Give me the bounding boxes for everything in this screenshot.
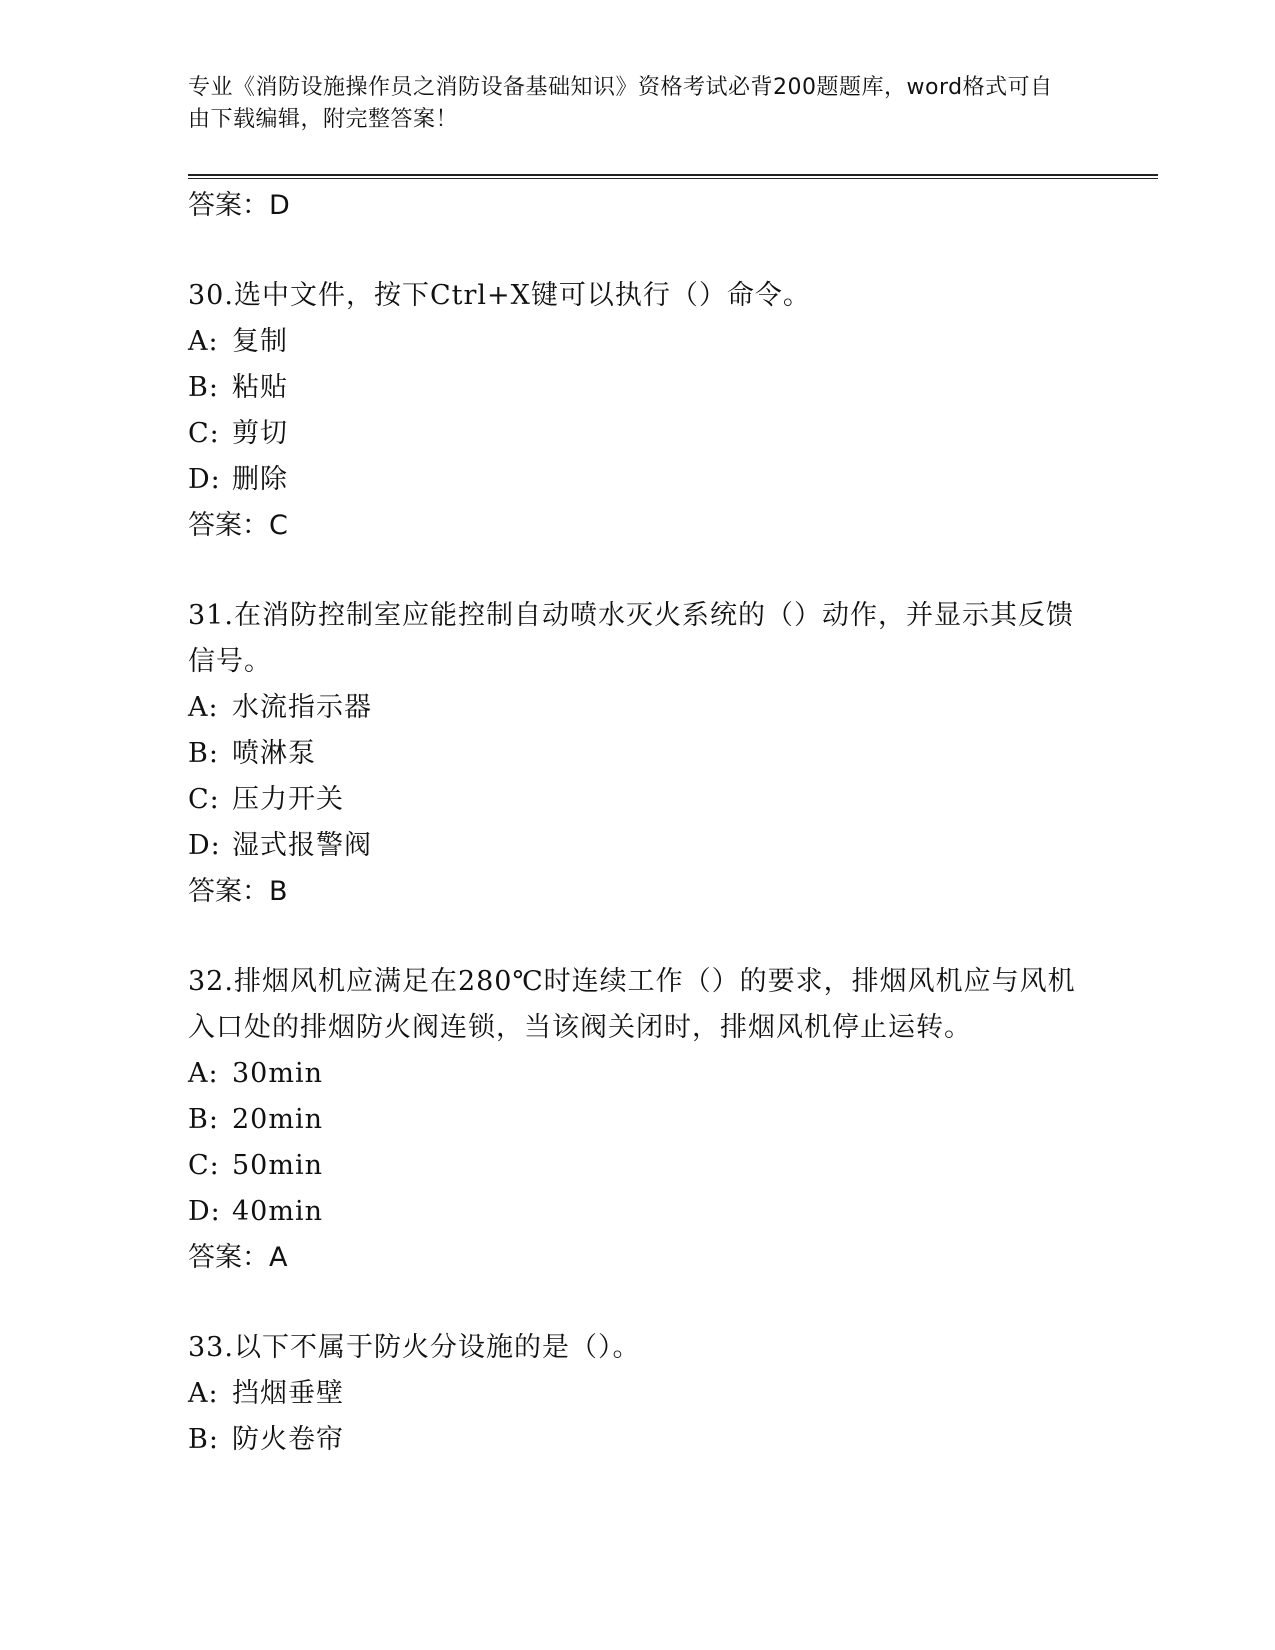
option-a: [188, 1051, 1168, 1097]
option-text: 防火卷帘: [232, 1424, 344, 1455]
option-letter: B:: [188, 1104, 219, 1135]
option-letter: C:: [188, 1150, 220, 1181]
option-text: 30min: [232, 1058, 323, 1089]
option-a: [188, 685, 1168, 731]
option-d: [188, 457, 1168, 503]
option-letter: B:: [188, 738, 219, 769]
option-b: [188, 1097, 1168, 1143]
option-text: 剪切: [232, 418, 288, 449]
question-31: [188, 593, 1168, 915]
option-c: [188, 1143, 1168, 1189]
option-text: 20min: [232, 1104, 323, 1135]
option-c: [188, 777, 1168, 823]
option-letter: D:: [188, 1196, 221, 1227]
document-header: 专业《消防设施操作员之消防设备基础知识》资格考试必背200题题库，word格式可自由下载编辑，附完整答案！: [188, 75, 1053, 132]
option-letter: A:: [188, 1378, 219, 1409]
option-text: 挡烟垂壁: [232, 1378, 344, 1409]
option-b: [188, 365, 1168, 411]
option-text: 喷淋泵: [232, 738, 316, 769]
option-letter: B:: [188, 1424, 219, 1455]
question-32: [188, 959, 1168, 1281]
question-stem: 33.以下不属于防火分设施的是（）。: [188, 1332, 641, 1363]
option-text: 湿式报警阀: [232, 830, 372, 861]
option-text: 粘贴: [232, 372, 288, 403]
option-a: [188, 319, 1168, 365]
option-letter: D:: [188, 830, 221, 861]
option-text: 50min: [232, 1150, 323, 1181]
question-stem: 31.在消防控制室应能控制自动喷水灭火系统的（）动作，并显示其反馈信号。: [188, 600, 1074, 677]
answer-line: 答案：B: [188, 876, 288, 907]
option-letter: C:: [188, 418, 220, 449]
option-d: [188, 823, 1168, 869]
header-divider: [188, 174, 1158, 179]
document-page: [188, 72, 1168, 1463]
option-b: [188, 731, 1168, 777]
option-letter: B:: [188, 372, 219, 403]
answer-line: 答案：C: [188, 510, 288, 541]
option-text: 水流指示器: [232, 692, 372, 723]
option-letter: A:: [188, 692, 219, 723]
option-text: 复制: [232, 326, 288, 357]
option-letter: C:: [188, 784, 220, 815]
question-30: [188, 273, 1168, 549]
option-letter: A:: [188, 1058, 219, 1089]
option-text: 删除: [232, 464, 288, 495]
previous-answer: 答案：D: [188, 190, 290, 221]
answer-line: 答案：A: [188, 1242, 288, 1273]
question-stem: 32.排烟风机应满足在280℃时连续工作（）的要求，排烟风机应与风机入口处的排烟防火阀连锁，当该阀关闭时，排烟风机停止运转。: [188, 966, 1076, 1043]
question-33: [188, 1325, 1168, 1463]
question-stem: 30.选中文件，按下Ctrl+X键可以执行（）命令。: [188, 280, 811, 311]
option-a: [188, 1371, 1168, 1417]
option-text: 压力开关: [232, 784, 344, 815]
option-text: 40min: [232, 1196, 323, 1227]
option-letter: D:: [188, 464, 221, 495]
option-b: [188, 1417, 1168, 1463]
option-d: [188, 1189, 1168, 1235]
option-c: [188, 411, 1168, 457]
option-letter: A:: [188, 326, 219, 357]
